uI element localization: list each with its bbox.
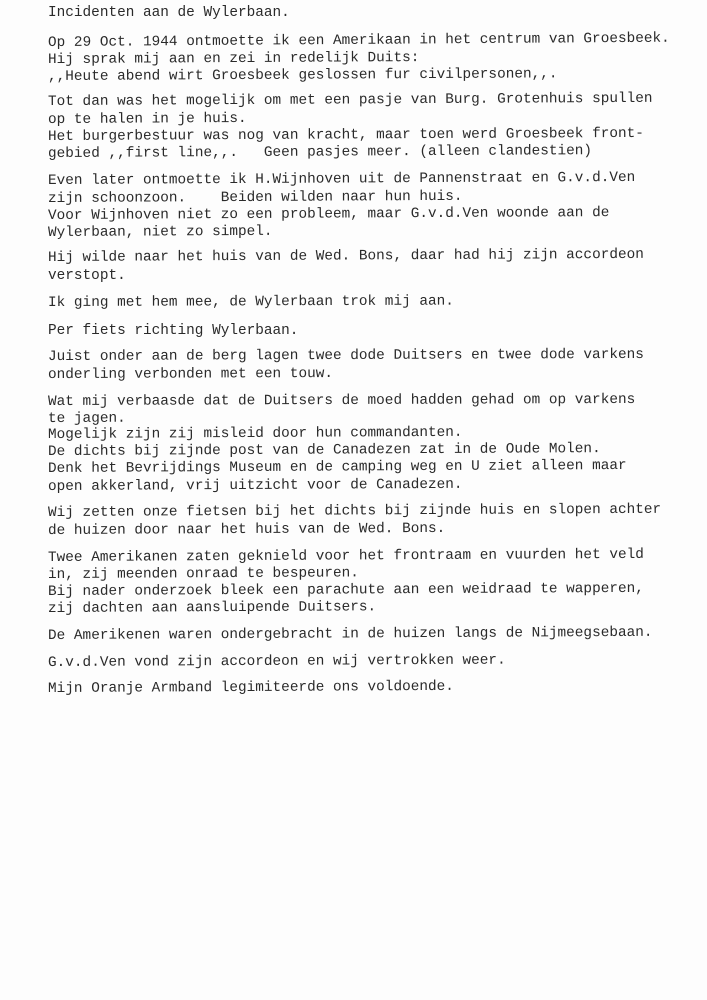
text-line: onderling verbonden met een touw. [47,366,334,383]
document-title: Incidenten aan de Wylerbaan. [48,5,290,21]
text-line: open akkerland, vrij uitzicht voor de Canadezen. [47,476,463,495]
text-line: De Amerikenen waren ondergebracht in de huizen langs de Nijmeegsebaan. [47,624,653,644]
text-line: Per fiets richting Wylerbaan. [48,323,299,339]
text-line: Wat mij verbaasde dat de Duitsers de moed hadden gehad om op varkens [47,391,636,410]
text-line: de huizen door naar het huis van de Wed. Bons. [47,520,446,539]
text-line: Even later ontmoette ik H.Wijnhoven uit de Pannenstraat en G.v.d.Ven [47,169,636,189]
text-line: Wylerbaan, niet zo simpel. [47,223,273,241]
text-line: De dichts bij zijnde post van de Canadezen zat in de Oude Molen. [47,441,601,460]
text-line: Bij nader onderzoek bleek een parachute aan een weidraad te wapperen, [47,580,644,600]
text-line: Twee Amerikanen zaten geknield voor het frontraam en vuurden het veld [47,546,644,566]
text-line: G.v.d.Ven vond zijn accordeon en wij vertrokken weer. [47,652,506,671]
text-line: Juist onder aan de berg lagen twee dode Duitsers en twee dode varkens [47,346,644,365]
text-line: gebied ,,first line,,. Geen pasjes meer. (alleen clandestien) [47,143,593,162]
text-line: Op 29 Oct. 1944 ontmoette ik een Amerikaan in het centrum van Groesbeek. [47,30,670,51]
text-line: Het burgerbestuur was nog van kracht, maar toen werd Groesbeek front- [47,125,644,145]
text-line: Mijn Oranje Armband legimiteerde ons voldoende. [47,678,454,697]
text-line: te jagen. [47,410,126,427]
text-line: op te halen in je huis. [47,110,247,128]
text-line: Ik ging met hem mee, de Wylerbaan trok mij aan. [47,293,454,311]
text-line: zij dachten aan aansluipende Duitsers. [47,599,377,617]
text-line: verstopt. [48,268,126,284]
text-line: Hij wilde naar het huis van de Wed. Bons, daar had hij zijn accordeon [47,246,644,266]
text-line: ,,Heute abend wirt Groesbeek geslossen fur civilpersonen,,. [47,66,558,85]
text-line: zijn schoonzoon. Beiden wilden naar hun huis. [47,188,463,207]
text-line: Voor Wijnhoven niet zo een probleem, maar G.v.d.Ven woonde aan de [47,205,610,224]
text-line: Denk het Bevrijdings Museum en de camping weg en U ziet alleen maar [47,457,627,477]
text-line: Wij zetten onze fietsen bij het dichts bij zijnde huis en slopen achter [47,501,662,521]
text-line: Mogelijk zijn zij misleid door hun commandanten. [47,424,463,443]
text-line: in, zij meenden onraad te bespeuren. [47,565,359,583]
text-line: Tot dan was het mogelijk om met een pasje van Burg. Grotenhuis spullen [47,90,653,110]
text-line: Hij sprak mij aan en zei in redelijk Duits: [47,50,420,68]
